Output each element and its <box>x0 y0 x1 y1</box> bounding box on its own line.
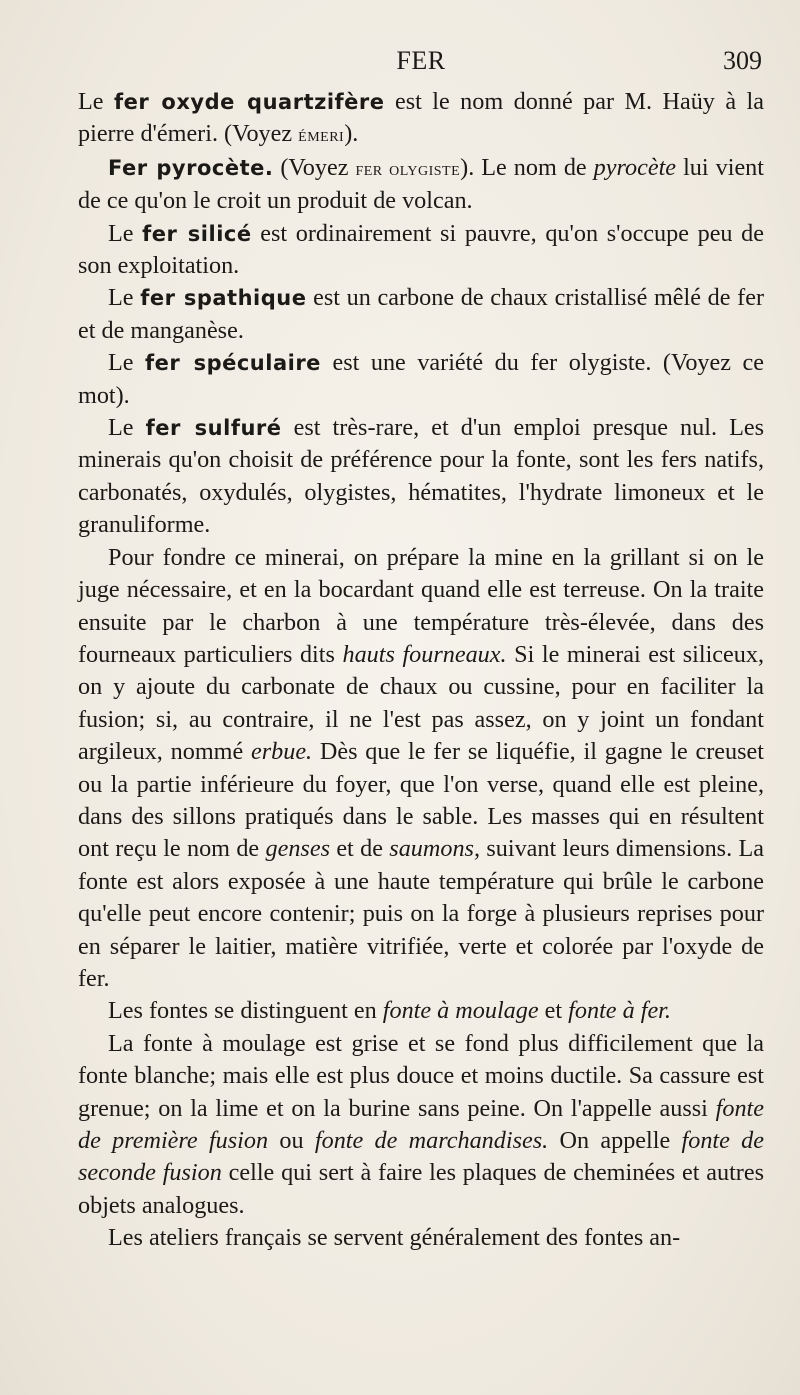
term-fer-spathique: fer spathique <box>140 286 307 311</box>
term-fer-speculaire: fer spéculaire <box>145 351 321 376</box>
italic-term: genses <box>265 835 330 863</box>
italic-term: pyrocète <box>593 153 677 181</box>
term-fer-oxyde-quartzifere: fer oxyde quartzifère <box>113 90 385 114</box>
text: Les fontes se distinguent en <box>108 997 383 1025</box>
text: Le <box>108 284 141 312</box>
text: ou <box>268 1127 315 1154</box>
text: ). <box>344 120 359 148</box>
text: celle qui sert à faire les plaques de cheminées et autres objets analogues. <box>78 1159 764 1219</box>
text: On appelle <box>548 1127 682 1154</box>
text: Dès que le fer se liquéfie, il gagne le creuset ou la partie inférieure du foyer, que l'on verse, quand elle est pleine, dans des sillons pratiqués dans le sable. Les masses qui en résultent ont reçu le nom de <box>78 738 764 863</box>
text: Le <box>108 219 143 247</box>
text: La fonte à moulage est grise et se fond plus difficilement que la fonte blanche; mais elle est plus douce et moins ductile. Sa cassure est grenue; on la lime et on la burine sans peine. On l'appelle aussi <box>78 1029 764 1122</box>
cross-reference: émeri <box>298 124 345 147</box>
paragraph-fer-pyrocete <box>78 152 764 218</box>
paragraph-fer-sulfure <box>78 412 764 542</box>
paragraph-fer-speculaire <box>78 347 764 412</box>
term-fer-silice: fer silicé <box>142 221 252 246</box>
cross-reference: fer olygiste <box>355 157 461 180</box>
italic-term: hauts fourneaux. <box>342 640 507 668</box>
italic-term: erbue. <box>250 738 313 766</box>
italic-term: fonte de marchandises. <box>314 1127 549 1154</box>
italic-term: fonte de seconde fusion <box>78 1127 764 1187</box>
text: est très-rare, et d'un emploi presque nul. Les minerais qu'on choisit de préférence pour la fonte, sont les fers natifs, carbonatés, oxydulés, olygistes, hématites, l'hydrate limoneux et le granuliforme. <box>78 414 764 539</box>
text: (Voyez <box>273 153 356 181</box>
text: est une variété du fer olygiste. (Voyez ce mot). <box>78 349 764 409</box>
term-fer-pyrocete: Fer pyrocète. <box>108 155 274 180</box>
paragraph-fonte-process <box>78 542 764 996</box>
text: et de <box>329 835 390 863</box>
term-fer-sulfure: fer sulfuré <box>145 416 282 441</box>
paragraph-fer-silice <box>78 218 764 283</box>
paragraph-fer-spathique <box>78 282 764 347</box>
text: est ordinairement si pauvre, qu'on s'occupe peu de son exploitation. <box>78 219 764 280</box>
italic-term: fonte de première fusion <box>78 1094 764 1154</box>
text: est le nom donné par M. Haüy à la pierre d'émeri. (Voyez <box>78 88 764 148</box>
text: suivant leurs dimensions. La fonte est alors exposée à une haute température qui brûle le carbone qu'elle peut encore contenir; puis on la forge à plusieurs reprises pour en séparer le laitier, matière vitrifiée, verte et colorée par l'oxyde de fer. <box>78 835 764 992</box>
page-header <box>78 46 764 82</box>
italic-term: fonte à fer. <box>568 997 671 1025</box>
paragraph-fonte-a-moulage <box>78 1028 764 1222</box>
running-head: FER <box>396 46 446 75</box>
text: Pour fondre ce minerai, on prépare la mine en la grillant si on le juge nécessaire, et en la bocardant quand elle est terreuse. On la traite ensuite par le charbon à une température très-élevée, dans des fourneaux particuliers dits <box>78 543 764 668</box>
text: ). Le nom de <box>460 153 594 181</box>
text: et <box>538 997 569 1025</box>
text: Le <box>78 88 114 115</box>
text: Les ateliers français se servent généralement des fontes an- <box>108 1224 681 1252</box>
italic-term: fonte à moulage <box>382 997 539 1025</box>
text: Si le minerai est siliceux, on y ajoute du carbonate de chaux ou cussine, pour en faciliter la fusion; si, au contraire, il ne l'est pas assez, on y joint un fondant argileux, nommé <box>78 640 764 766</box>
body-text <box>78 86 764 1255</box>
paragraph-fer-oxyde-quartzifere <box>78 86 764 152</box>
text: lui vient de ce qu'on le croit un produit de volcan. <box>78 153 764 215</box>
text: Le <box>108 349 146 377</box>
text: Le <box>108 414 146 442</box>
text: est un carbone de chaux cristallisé mêlé de fer et de manganèse. <box>78 284 764 344</box>
paragraph-ateliers <box>78 1222 764 1254</box>
page-number: 309 <box>723 46 762 75</box>
italic-term: saumons, <box>389 835 480 863</box>
paragraph-types-of-fonte <box>78 995 764 1027</box>
